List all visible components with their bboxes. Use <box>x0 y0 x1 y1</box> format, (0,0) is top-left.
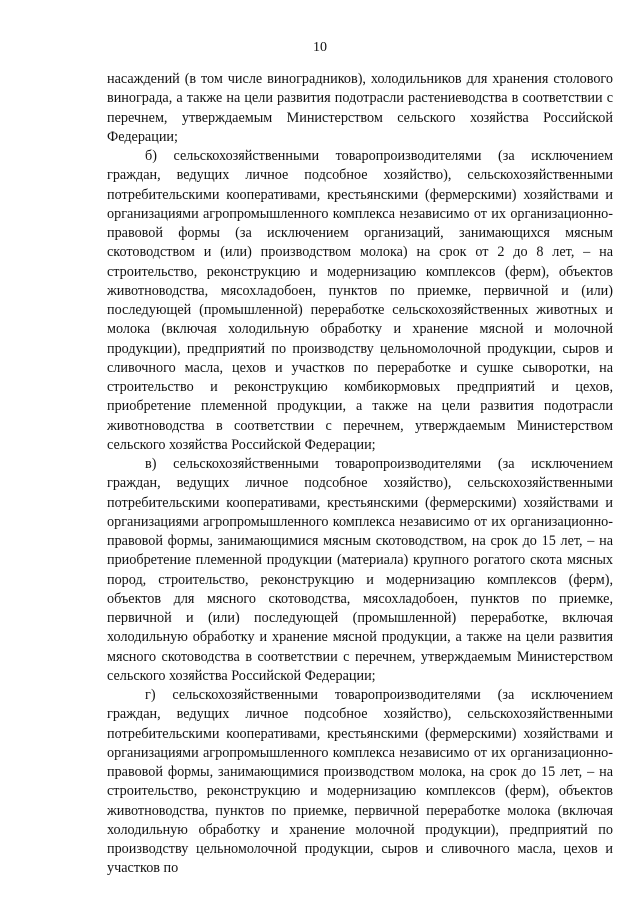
document-body <box>107 70 613 879</box>
paragraph-carry-over: насаждений (в том числе виноградников), холодильников для хранения столового винограда, а также на цели развития подотрасли растениеводства в соответствии с перечнем, утверждаемым Министерством сельского хозяйства Российской Федерации; <box>107 71 613 145</box>
paragraph-item-v: в) сельскохозяйственными товаропроизводителями (за исключением граждан, ведущих личное подсобное хозяйство), сельскохозяйственными потребительскими кооперативами, крестьянскими (фермерскими) хозяйствами и организациями агропромышленного комплекса независимо от их организационно-правовой формы, занимающимися мясным скотоводством, на срок до 15 лет, – на приобретение племенной продукции (материала) крупного рогатого скота мясных пород, строительство, реконструкцию и модернизацию комплексов (ферм), объектов для мясного скотоводства, мясохладобоен, пунктов по приемке, первичной и (или) последующей (промышленной) переработке, включая холодильную обработку и хранение мясной продукции, а также на цели развития мясного скотоводства в соответствии с перечнем, утверждаемым Министерством сельского хозяйства Российской Федерации; <box>107 456 613 684</box>
paragraph-item-g: г) сельскохозяйственными товаропроизводителями (за исключением граждан, ведущих личное подсобное хозяйство), сельскохозяйственными потребительскими кооперативами, крестьянскими (фермерскими) хозяйствами и организациями агропромышленного комплекса независимо от их организационно-правовой формы, занимающимися производством молока, на срок до 15 лет, – на строительство, реконструкцию и модернизацию комплексов (ферм), объектов животноводства, пунктов по приемке, первичной переработке молока (включая холодильную обработку и хранение молочной продукции), предприятий по производству цельномолочной продукции, сыров и сливочного масла, цехов и участков по <box>107 687 613 877</box>
paragraph-item-b: б) сельскохозяйственными товаропроизводителями (за исключением граждан, ведущих личное подсобное хозяйство), сельскохозяйственными потребительскими кооперативами, крестьянскими (фермерскими) хозяйствами и организациями агропромышленного комплекса независимо от их организационно-правовой формы (за исключением организаций, занимающихся мясным скотоводством и (или) производством молока) на срок от 2 до 8 лет, – на строительство, реконструкцию и модернизацию комплексов (ферм), объектов животноводства, мясохладобоен, пунктов по приемке, первичной и (или) последующей (промышленной) переработке сельскохозяйственных животных и молока (включая холодильную обработку и хранение мясной и молочной продукции), предприятий по производству цельномолочной продукции, сыров и сливочного масла, цехов и участков по переработке и сушке сыворотки, на строительство и реконструкцию комбикормовых предприятий и цехов, приобретение племенной продукции, а также на цели развития подотрасли животноводства в соответствии с перечнем, утверждаемым Министерством сельского хозяйства Российской Федерации; <box>107 148 613 453</box>
page-number: 10 <box>313 40 327 55</box>
